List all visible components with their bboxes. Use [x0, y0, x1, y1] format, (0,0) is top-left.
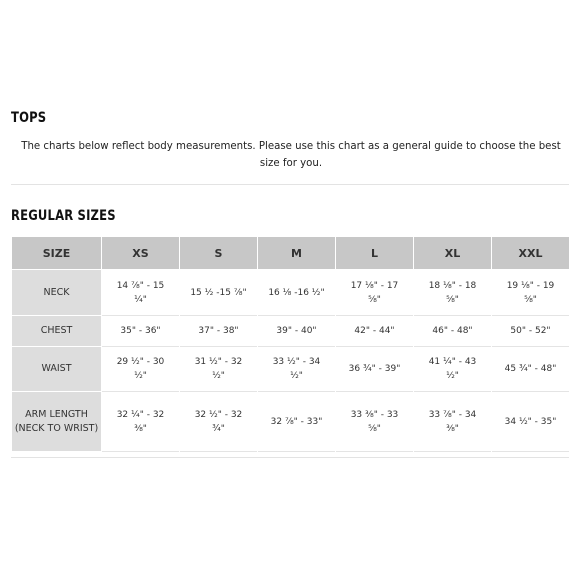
chest-s-cell: 37" - 38" [180, 316, 257, 347]
waist-s-cell: 31 ½" - 32 ½" [180, 347, 257, 392]
chest-m-cell: 39" - 40" [258, 316, 335, 347]
waist-l-cell: 36 ¾" - 39" [336, 347, 413, 392]
waist-xs-cell: 29 ½" - 30 ½" [102, 347, 179, 392]
arm-length-m-cell: 32 ⅞" - 33" [258, 392, 335, 452]
arm-length-row-label: ARM LENGTH (NECK TO WRIST) [12, 392, 101, 452]
regular-size-chart [11, 237, 570, 452]
neck-l-cell: 17 ⅛" - 17 ⅝" [336, 270, 413, 316]
arm-length-xl-cell: 33 ⅞" - 34 ⅜" [414, 392, 491, 452]
tops-intro-text: The charts below reflect body measurements. Please use this chart as a general guide to choose the best size for you. [21, 141, 561, 169]
arm-length-xs-cell: 32 ¼" - 32 ⅜" [102, 392, 179, 452]
size-l-header: L [336, 237, 413, 270]
size-xl-header: XL [414, 237, 491, 270]
section-divider [11, 457, 569, 458]
size-s-header: S [180, 237, 257, 270]
arm-length-s-cell: 32 ½" - 32 ¾" [180, 392, 257, 452]
chest-row-label: CHEST [12, 316, 101, 347]
chest-xs-cell: 35" - 36" [102, 316, 179, 347]
section-divider [11, 184, 569, 185]
size-xxl-header: XXL [492, 237, 569, 270]
chest-xl-cell: 46" - 48" [414, 316, 491, 347]
neck-row-label: NECK [12, 270, 101, 316]
waist-xxl-cell: 45 ¾" - 48" [492, 347, 569, 392]
size-column-header: SIZE [12, 237, 101, 270]
waist-row-label: WAIST [12, 347, 101, 392]
size-m-header: M [258, 237, 335, 270]
regular-sizes-heading: REGULAR SIZES [11, 208, 116, 224]
arm-length-row [12, 392, 569, 452]
neck-row [12, 270, 569, 316]
tops-heading: TOPS [11, 110, 47, 126]
waist-row [12, 347, 569, 392]
chest-row [12, 316, 569, 347]
size-xs-header: XS [102, 237, 179, 270]
waist-m-cell: 33 ½" - 34 ½" [258, 347, 335, 392]
neck-xs-cell: 14 ⅞" - 15 ¼" [102, 270, 179, 316]
neck-xl-cell: 18 ⅛" - 18 ⅝" [414, 270, 491, 316]
neck-m-cell: 16 ⅛ -16 ½" [258, 270, 335, 316]
chest-xxl-cell: 50" - 52" [492, 316, 569, 347]
waist-xl-cell: 41 ¼" - 43 ½" [414, 347, 491, 392]
neck-xxl-cell: 19 ⅛" - 19 ⅝" [492, 270, 569, 316]
arm-length-l-cell: 33 ⅜" - 33 ⅝" [336, 392, 413, 452]
chest-l-cell: 42" - 44" [336, 316, 413, 347]
neck-s-cell: 15 ½ -15 ⅞" [180, 270, 257, 316]
arm-length-xxl-cell: 34 ½" - 35" [492, 392, 569, 452]
size-header-row [12, 237, 569, 270]
